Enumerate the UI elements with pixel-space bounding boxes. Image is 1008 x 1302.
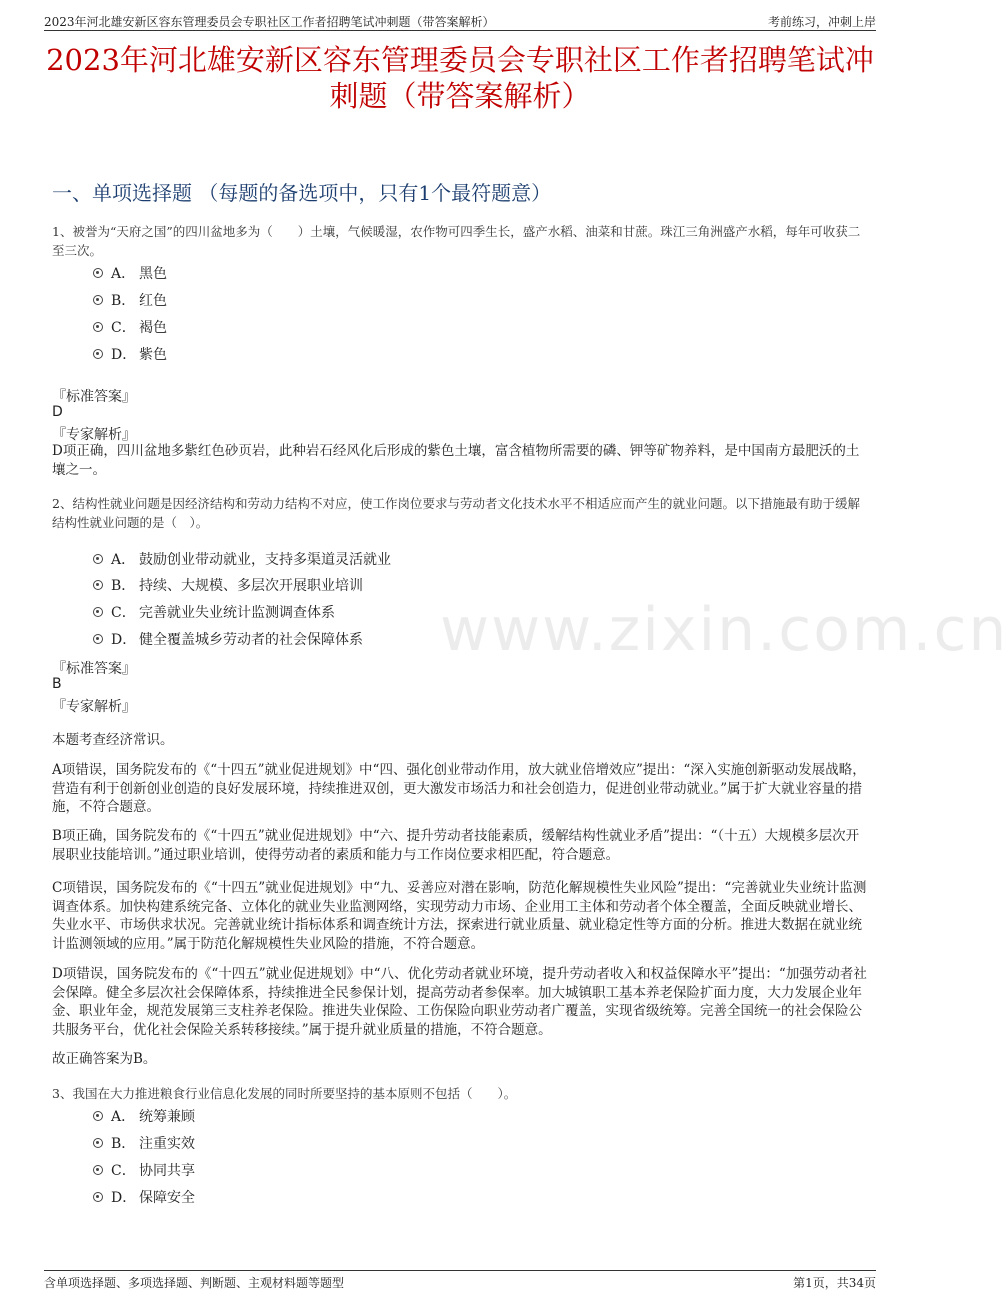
option-letter: D． (111, 347, 137, 363)
radio-icon[interactable] (93, 634, 103, 644)
option-text: 褐色 (139, 320, 167, 336)
page-header (44, 10, 876, 31)
question-1-option-c[interactable] (93, 317, 167, 337)
analysis-paragraph: D项错误，国务院发布的《“十四五”就业促进规划》中“八、优化劳动者就业环境，提升劳动者收入和权益保障水平”提出：“加强劳动者社会保障。健全多层次社会保障体系，持续推进全民参保计划，提高劳动者参保率。加大城镇职工基本养老保险扩面力度，大力发展企业年金、职业年金，规范发展第三支柱养老保险。推进失业保险、工伤保险向职业劳动者广覆盖，实现省级统筹。完善全国统一的社会保险公共服务平台，优化社会保险关系转移接续。”属于提升就业质量的措施，不符合题意。 (52, 966, 867, 1038)
option-text: 红色 (139, 293, 167, 309)
standard-answer-value: D (52, 404, 63, 420)
question-2-option-d[interactable] (93, 629, 363, 649)
analysis-paragraph: B项正确，国务院发布的《“十四五”就业促进规划》中“六、提升劳动者技能素质，缓解结构性就业矛盾”提出：“（十五）大规模多层次开展职业技能培训。”通过职业培训，使得劳动者的素质和能力与工作岗位要求相匹配，符合题意。 (52, 828, 860, 863)
radio-icon[interactable] (93, 1138, 103, 1148)
option-text: 黑色 (139, 266, 167, 282)
expert-analysis-label: 『专家解析』 (52, 699, 136, 715)
option-letter: D． (111, 632, 137, 648)
radio-icon[interactable] (93, 1192, 103, 1202)
option-letter: B． (111, 1136, 136, 1152)
section-heading: 一、单项选择题 （每题的备选项中，只有1个最符题意） (52, 181, 552, 205)
question-3-option-a[interactable] (93, 1106, 195, 1126)
radio-icon[interactable] (93, 554, 103, 564)
analysis-paragraph: 本题考查经济常识。 (52, 732, 174, 748)
standard-answer-value: B (52, 676, 62, 692)
question-2-option-a[interactable] (93, 549, 391, 569)
option-text: 健全覆盖城乡劳动者的社会保障体系 (139, 632, 363, 648)
question-1-option-a[interactable] (93, 263, 167, 283)
option-text: 完善就业失业统计监测调查体系 (139, 605, 335, 621)
question-1-option-d[interactable] (93, 344, 167, 364)
question-3-option-d[interactable] (93, 1187, 195, 1207)
option-letter: B． (111, 293, 136, 309)
standard-answer-label: 『标准答案』 (52, 389, 136, 405)
radio-icon[interactable] (93, 349, 103, 359)
footer-question-types: 含单项选择题、多项选择题、判断题、主观材料题等题型 (44, 1276, 345, 1290)
question-3-option-b[interactable] (93, 1133, 195, 1153)
option-text: 保障安全 (139, 1190, 195, 1206)
radio-icon[interactable] (93, 607, 103, 617)
option-letter: C． (111, 605, 136, 621)
question-2-option-c[interactable] (93, 602, 335, 622)
option-letter: B． (111, 578, 136, 594)
analysis-paragraph: C项错误，国务院发布的《“十四五”就业促进规划》中“九、妥善应对潜在影响，防范化解规模性失业风险”提出：“完善就业失业统计监测调查体系。加快构建系统完备、立体化的就业失业监测网络，实现劳动力市场、企业用工主体和劳动者个体全覆盖，全面反映就业增长、失业水平、市场供求状况。完善就业统计指标体系和调查统计方法，探索进行就业质量、就业稳定性等方面的分析。推进大数据在就业统计监测领域的应用。”属于防范化解规模性失业风险的措施，不符合题意。 (52, 880, 867, 952)
question-3-option-c[interactable] (93, 1160, 195, 1180)
radio-icon[interactable] (93, 268, 103, 278)
standard-answer-label: 『标准答案』 (52, 661, 136, 677)
option-text: 持续、大规模、多层次开展职业培训 (139, 578, 363, 594)
question-1-stem: 1、被誉为“天府之国”的四川盆地多为（ ）土壤，气候暖湿，农作物可四季生长，盛产水稻、油菜和甘蔗。珠江三角洲盛产水稻，每年可收获二至三次。 (52, 224, 861, 258)
analysis-paragraph: A项错误，国务院发布的《“十四五”就业促进规划》中“四、强化创业带动作用，放大就业倍增效应”提出：“深入实施创新驱动发展战略，营造有利于创新创业创造的良好发展环境，持续推进双创，更大激发市场活力和社会创造力，促进创业带动就业。”属于扩大就业容量的措施，不符合题意。 (52, 762, 866, 815)
option-letter: C． (111, 320, 136, 336)
option-letter: A． (111, 266, 136, 282)
option-text: 注重实效 (139, 1136, 195, 1152)
header-slogan: 考前练习，冲刺上岸 (767, 15, 876, 29)
option-text: 协同共享 (139, 1163, 195, 1179)
question-3-stem: 3、我国在大力推进粮食行业信息化发展的同时所要坚持的基本原则不包括（ ）。 (52, 1086, 517, 1101)
page-number: 第1页，共34页 (793, 1276, 876, 1290)
radio-icon[interactable] (93, 1165, 103, 1175)
question-1-option-b[interactable] (93, 290, 167, 310)
option-letter: A． (111, 1109, 136, 1125)
question-2-stem: 2、结构性就业问题是因经济结构和劳动力结构不对应，使工作岗位要求与劳动者文化技术水平不相适应而产生的就业问题。以下措施最有助于缓解结构性就业问题的是（ ）。 (52, 496, 860, 530)
option-letter: D． (111, 1190, 137, 1206)
document-title: 2023年河北雄安新区容东管理委员会专职社区工作者招聘笔试冲刺题（带答案解析） (46, 43, 874, 113)
option-letter: A． (111, 552, 136, 568)
radio-icon[interactable] (93, 1111, 103, 1121)
question-2-option-b[interactable] (93, 575, 363, 595)
header-doc-title: 2023年河北雄安新区容东管理委员会专职社区工作者招聘笔试冲刺题（带答案解析） (44, 15, 495, 29)
option-text: 鼓励创业带动就业，支持多渠道灵活就业 (139, 552, 391, 568)
page-footer (44, 1270, 876, 1293)
option-letter: C． (111, 1163, 136, 1179)
watermark: www.zixin.com.cn (440, 595, 1008, 665)
expert-analysis-label: 『专家解析』 (52, 427, 136, 443)
analysis-paragraph: 故正确答案为B。 (52, 1051, 157, 1067)
radio-icon[interactable] (93, 295, 103, 305)
option-text: 统筹兼顾 (139, 1109, 195, 1125)
analysis-paragraph: D项正确，四川盆地多紫红色砂页岩，此种岩石经风化后形成的紫色土壤，富含植物所需要的磷、钾等矿物养料，是中国南方最肥沃的土壤之一。 (52, 443, 860, 478)
radio-icon[interactable] (93, 580, 103, 590)
option-text: 紫色 (139, 347, 167, 363)
radio-icon[interactable] (93, 322, 103, 332)
